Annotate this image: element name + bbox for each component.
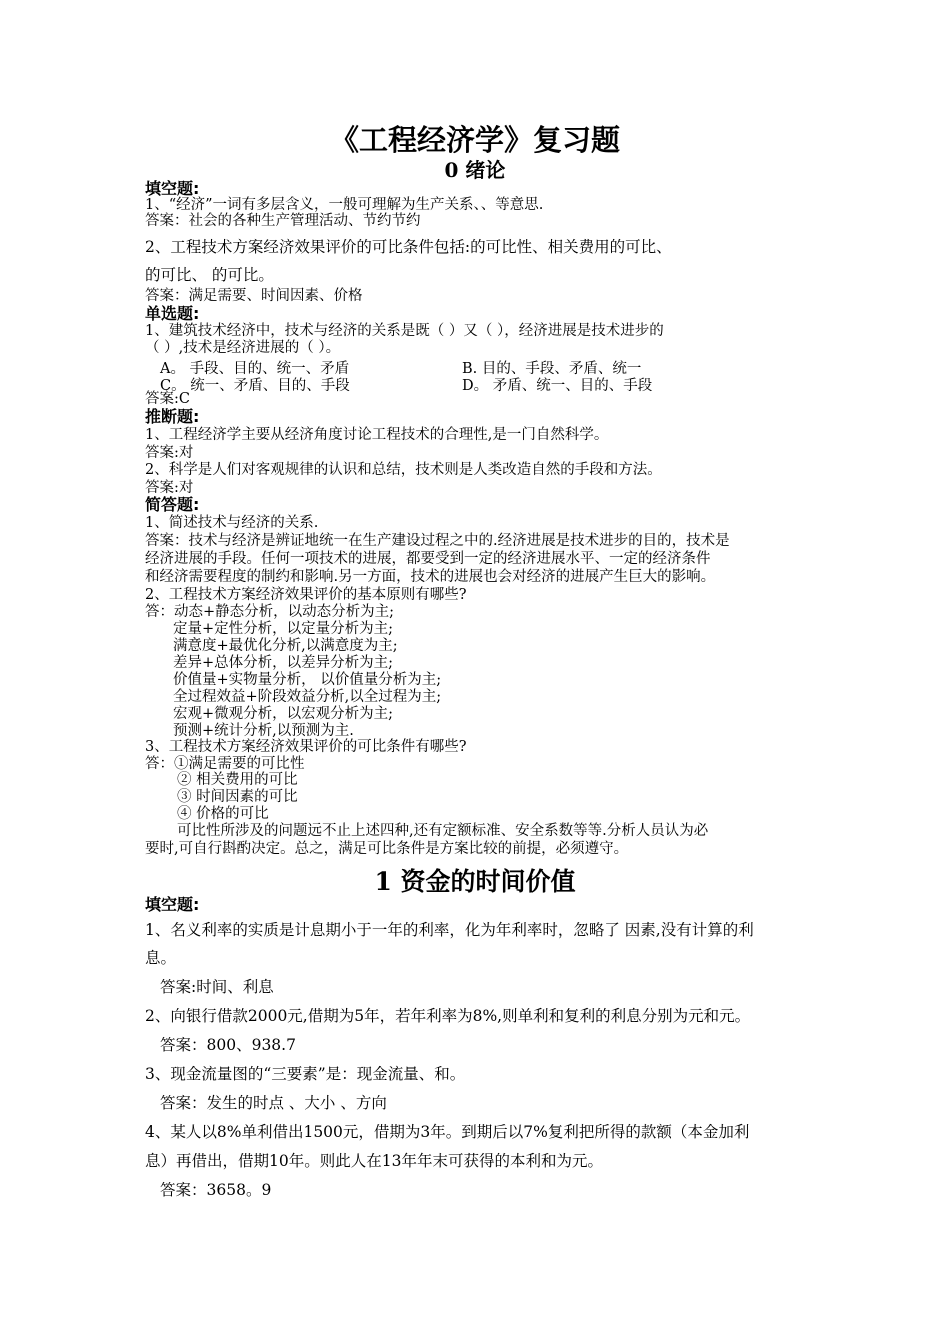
- short3-answer-line5: 可比性所涉及的问题远不止上述四种,还有定额标准、安全系数等等.分析人员认为必: [177, 823, 709, 839]
- ch1-q4-line1: 4、某人以8%单利借出1500元，借期为3年。到期后以7%复利把所得的款额（本金加利: [145, 1123, 750, 1141]
- ch1-q4-answer: 答案：3658。9: [160, 1181, 272, 1199]
- short2-answer-line3: 满意度+最优化分析,以满意度为主;: [173, 638, 398, 654]
- short-answer-heading: 简答题:: [145, 495, 200, 514]
- single-choice-heading: 单选题:: [145, 304, 200, 323]
- single1-option-c: C。 统一、矛盾、目的、手段: [160, 378, 350, 394]
- short2-answer-line1: 答：动态+静态分析，以动态分析为主;: [145, 604, 395, 620]
- fill2-question-line2: 的可比、 的可比。: [145, 266, 274, 284]
- single1-option-d: D。 矛盾、统一、目的、手段: [462, 378, 653, 394]
- short2-answer-line6: 全过程效益+阶段效益分析,以全过程为主;: [173, 689, 442, 705]
- ch1-q3-answer: 答案：发生的时点 、大小 、方向: [160, 1094, 387, 1112]
- short3-answer-line2: ② 相关费用的可比: [177, 772, 298, 788]
- short1-answer-line3: 和经济需要程度的制约和影响.另一方面，技术的进展也会对经济的进展产生巨大的影响。: [145, 569, 716, 585]
- short2-answer-line5: 价值量+实物量分析， 以价值量分析为主;: [173, 672, 442, 688]
- ch1-q2-answer: 答案：800、938.7: [160, 1036, 296, 1054]
- short2-answer-line2: 定量+定性分析，以定量分析为主;: [173, 621, 394, 637]
- fill2-question-line1: 2、工程技术方案经济效果评价的可比条件包括:的可比性、相关费用的可比、: [145, 238, 672, 256]
- short2-answer-line8: 预测+统计分析,以预测为主.: [173, 723, 354, 739]
- single1-answer: 答案:C: [145, 391, 190, 407]
- ch1-q2: 2、向银行借款2000元,借期为5年，若年利率为8%,则单利和复利的利息分别为元和元。: [145, 1007, 751, 1025]
- short1-answer-line2: 经济进展的手段。任何一项技术的进展，都要受到一定的经济进展水平、一定的经济条件: [145, 551, 711, 567]
- single1-question-line1: 1、建筑技术经济中，技术与经济的关系是既（ ）又（ ），经济进展是技术进步的: [145, 323, 664, 339]
- short3-answer-line6: 要时,可自行斟酌决定。总之，满足可比条件是方案比较的前提，必须遵守。: [145, 841, 629, 857]
- single1-option-b: B. 目的、手段、矛盾、统一: [462, 361, 642, 377]
- chapter-1-title: 1 资金的时间价值: [374, 867, 576, 896]
- judge1-question: 1、工程经济学主要从经济角度讨论工程技术的合理性,是一门自然科学。: [145, 427, 609, 443]
- ch1-q4-line2: 息）再借出，借期10年。则此人在13年年末可获得的本利和为元。: [145, 1152, 603, 1170]
- judge-heading: 推断题:: [145, 407, 200, 426]
- short3-question: 3、工程技术方案经济效果评价的可比条件有哪些?: [145, 739, 467, 755]
- single1-question-line2: （ ）,技术是经济进展的（ ）。: [145, 340, 341, 356]
- short3-answer-line4: ④ 价格的可比: [177, 806, 269, 822]
- single1-option-a: A。 手段、目的、统一、矛盾: [160, 361, 350, 377]
- chapter-0-title: 0 绪论: [444, 158, 506, 182]
- ch1-q3: 3、现金流量图的“三要素”是：现金流量、和。: [145, 1065, 466, 1083]
- short1-answer-line1: 答案：技术与经济是辨证地统一在生产建设过程之中的.经济进展是技术进步的目的，技术是: [145, 533, 730, 549]
- fill2-answer: 答案：满足需要、时间因素、价格: [145, 288, 363, 304]
- ch1-fill-blank-heading: 填空题:: [145, 895, 200, 914]
- judge2-answer: 答案:对: [145, 480, 194, 496]
- short3-answer-line1: 答：①满足需要的可比性: [145, 756, 305, 772]
- short2-answer-line7: 宏观+微观分析，以宏观分析为主;: [173, 706, 394, 722]
- short1-question: 1、简述技术与经济的关系.: [145, 515, 319, 531]
- short2-question: 2、工程技术方案经济效果评价的基本原则有哪些?: [145, 587, 467, 603]
- short3-answer-line3: ③ 时间因素的可比: [177, 789, 298, 805]
- document-title: 《工程经济学》复习题: [329, 123, 620, 157]
- judge2-question: 2、科学是人们对客观规律的认识和总结，技术则是人类改造自然的手段和方法。: [145, 462, 662, 478]
- fill1-question: 1、“经济”一词有多层含义，一般可理解为生产关系、、等意思.: [145, 197, 544, 213]
- fill-blank-heading: 填空题:: [145, 179, 200, 198]
- short2-answer-line4: 差异+总体分析，以差异分析为主;: [173, 655, 394, 671]
- ch1-q1-line1: 1、名义利率的实质是计息期小于一年的利率，化为年利率时，忽略了 因素,没有计算的利: [145, 921, 754, 939]
- judge1-answer: 答案:对: [145, 445, 194, 461]
- ch1-q1-line2: 息。: [145, 949, 177, 967]
- ch1-q1-answer: 答案:时间、利息: [160, 978, 274, 996]
- fill1-answer: 答案：社会的各种生产管理活动、节约节约: [145, 213, 421, 229]
